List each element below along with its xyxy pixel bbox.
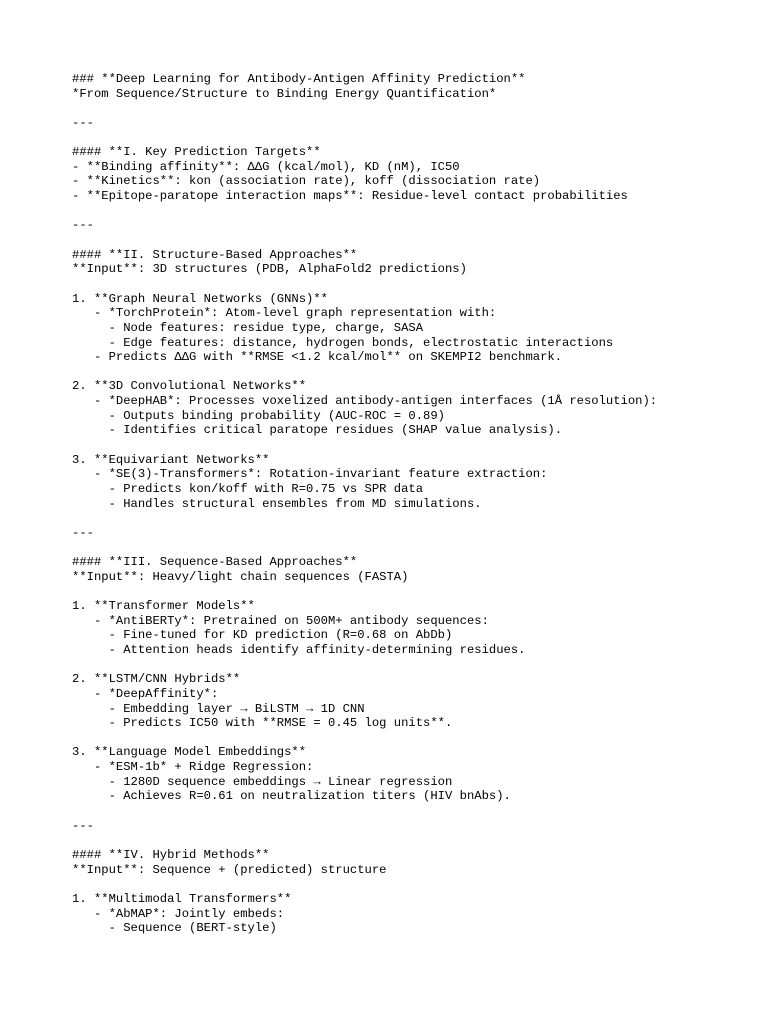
blank-line <box>72 584 752 599</box>
list-item: - **Kinetics**: kon (association rate), koff (dissociation rate) <box>72 174 541 189</box>
blank-line <box>72 101 752 116</box>
blank-line <box>72 731 752 746</box>
blank-line <box>72 365 752 380</box>
horizontal-rule: --- <box>72 218 94 233</box>
blank-line <box>72 277 752 292</box>
section-heading: #### **I. Key Prediction Targets** <box>72 145 321 160</box>
blank-line <box>72 438 752 453</box>
input-description: **Input**: Heavy/light chain sequences (FASTA) <box>72 569 409 584</box>
list-subitem: - 1280D sequence embeddings → Linear regression <box>72 774 453 789</box>
list-item: - *AntiBERTy*: Pretrained on 500M+ antibody sequences: <box>72 613 489 628</box>
numbered-item: 1. **Graph Neural Networks (GNNs)** <box>72 291 328 306</box>
list-item: - *ESM-1b* + Ridge Regression: <box>72 760 314 775</box>
list-item: - *DeepAffinity*: <box>72 686 219 701</box>
blank-line <box>72 131 752 146</box>
list-subitem: - Handles structural ensembles from MD simulations. <box>72 496 482 511</box>
blank-line <box>72 833 752 848</box>
section-heading: #### **III. Sequence-Based Approaches** <box>72 555 358 570</box>
blank-line <box>72 658 752 673</box>
blank-line <box>72 541 752 556</box>
list-item: - **Epitope-paratope interaction maps**: Residue-level contact probabilities <box>72 189 628 204</box>
list-subitem: - Embedding layer → BiLSTM → 1D CNN <box>72 701 365 716</box>
list-subitem: - Outputs binding probability (AUC-ROC = 0.89) <box>72 408 445 423</box>
horizontal-rule: --- <box>72 525 94 540</box>
blank-line <box>72 511 752 526</box>
input-description: **Input**: Sequence + (predicted) structure <box>72 862 387 877</box>
numbered-item: 3. **Equivariant Networks** <box>72 452 270 467</box>
list-subitem: - Predicts kon/koff with R=0.75 vs SPR data <box>72 481 424 496</box>
document-subtitle: *From Sequence/Structure to Binding Energy Quantification* <box>72 86 497 101</box>
list-item: - *TorchProtein*: Atom-level graph representation with: <box>72 306 497 321</box>
list-subitem: - Sequence (BERT-style) <box>72 921 277 936</box>
numbered-item: 2. **3D Convolutional Networks** <box>72 379 307 394</box>
list-subitem: - Attention heads identify affinity-determining residues. <box>72 642 526 657</box>
input-description: **Input**: 3D structures (PDB, AlphaFold2 predictions) <box>72 262 467 277</box>
list-item: - *SE(3)-Transformers*: Rotation-invariant feature extraction: <box>72 467 548 482</box>
section-heading: #### **IV. Hybrid Methods** <box>72 847 270 862</box>
blank-line <box>72 233 752 248</box>
numbered-item: 1. **Transformer Models** <box>72 599 255 614</box>
list-item: - *AbMAP*: Jointly embeds: <box>72 906 285 921</box>
list-item: - Predicts ΔΔG with **RMSE <1.2 kcal/mol** on SKEMPI2 benchmark. <box>72 350 563 365</box>
numbered-item: 1. **Multimodal Transformers** <box>72 891 292 906</box>
list-subitem: - Edge features: distance, hydrogen bonds, electrostatic interactions <box>72 335 614 350</box>
list-item: - **Binding affinity**: ΔΔG (kcal/mol), KD (nM), IC50 <box>72 159 460 174</box>
list-item: - *DeepHAB*: Processes voxelized antibody-antigen interfaces (1Å resolution): <box>72 394 658 409</box>
list-subitem: - Predicts IC50 with **RMSE = 0.45 log units**. <box>72 716 453 731</box>
numbered-item: 2. **LSTM/CNN Hybrids** <box>72 672 241 687</box>
blank-line <box>72 804 752 819</box>
blank-line <box>72 877 752 892</box>
horizontal-rule: --- <box>72 115 94 130</box>
list-subitem: - Identifies critical paratope residues (SHAP value analysis). <box>72 423 563 438</box>
list-subitem: - Achieves R=0.61 on neutralization titers (HIV bnAbs). <box>72 789 511 804</box>
list-subitem: - Node features: residue type, charge, SASA <box>72 320 424 335</box>
document-body <box>72 72 752 936</box>
document-title: ### **Deep Learning for Antibody-Antigen Affinity Prediction** <box>72 72 526 86</box>
numbered-item: 3. **Language Model Embeddings** <box>72 745 307 760</box>
horizontal-rule: --- <box>72 818 94 833</box>
list-subitem: - Fine-tuned for KD prediction (R=0.68 on AbDb) <box>72 628 453 643</box>
section-heading: #### **II. Structure-Based Approaches** <box>72 247 358 262</box>
blank-line <box>72 204 752 219</box>
